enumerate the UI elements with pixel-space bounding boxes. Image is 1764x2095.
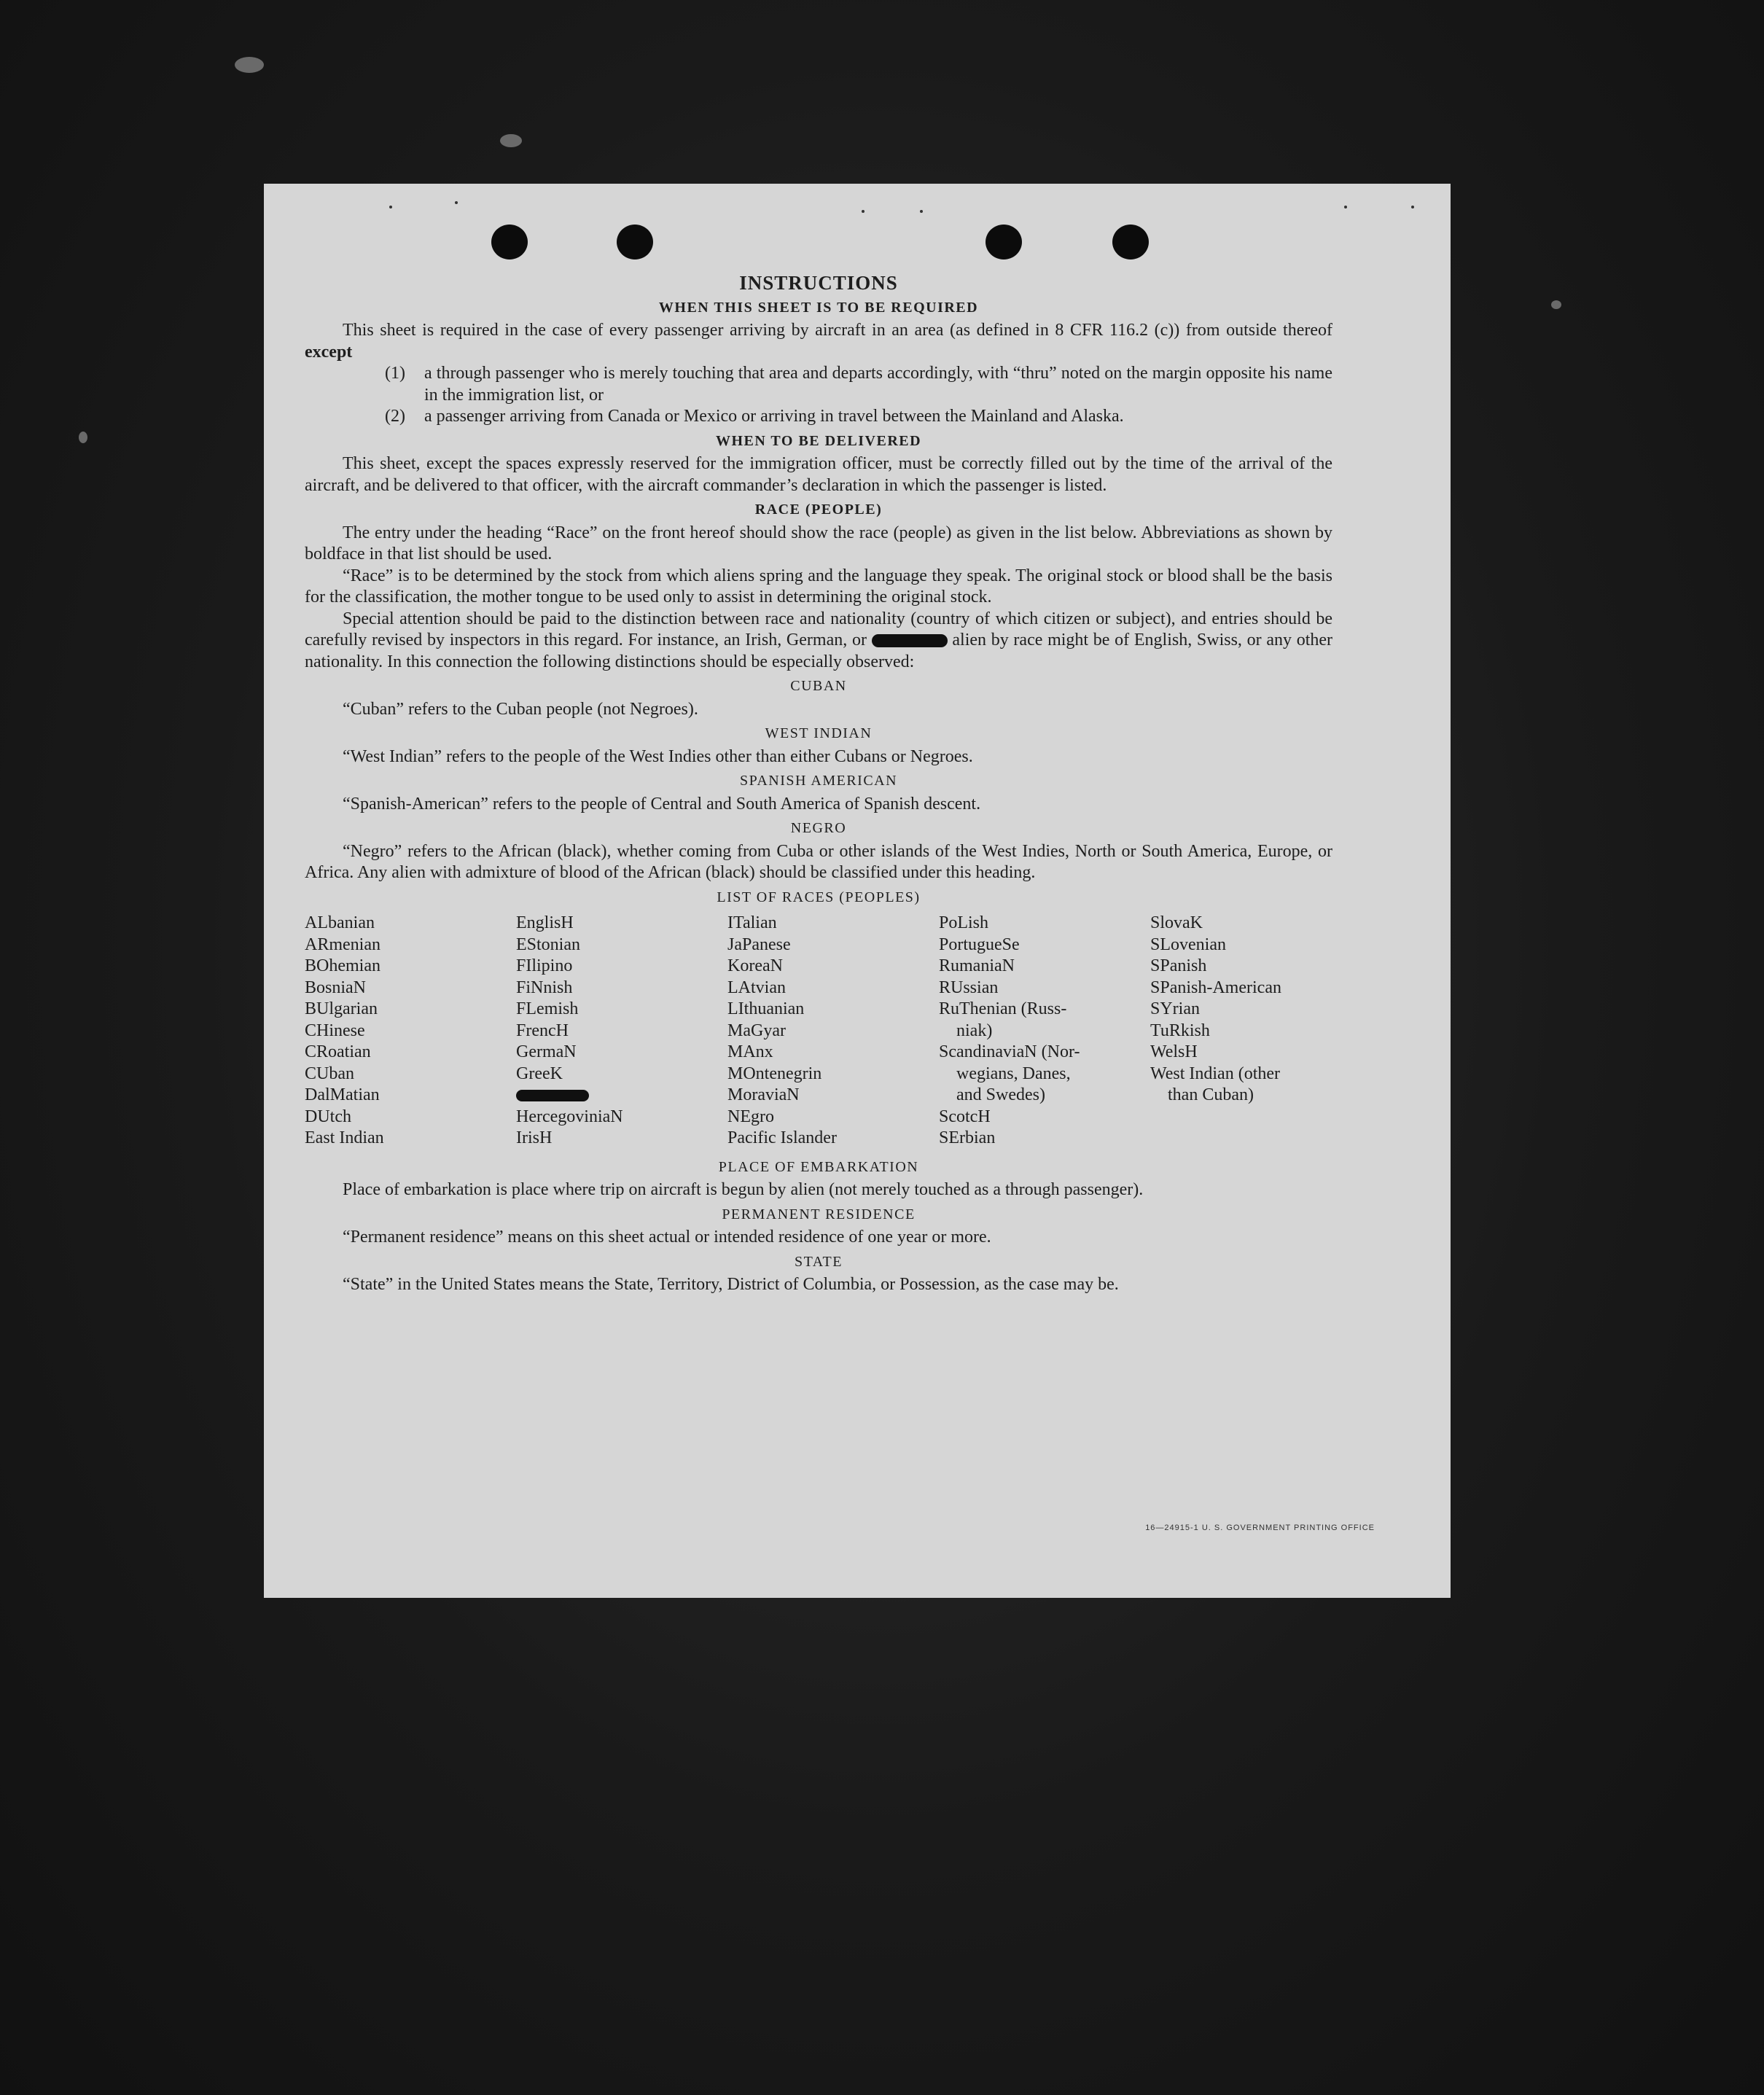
- race-item: SErbian: [939, 1128, 996, 1147]
- when-delivered-text: This sheet, except the spaces expressly reserved for the immigration officer, must be correctly filled out by the time of the arrival of the aircraft, and be delivered to that officer, with the aircraft commander’s declaration in which the passenger is listed.: [305, 454, 1332, 495]
- race-item: SPanish: [1150, 956, 1207, 975]
- race-item: ITalian: [727, 913, 777, 932]
- heading-list-of-races: LIST OF RACES (PEOPLES): [717, 889, 921, 905]
- races-column-2: [516, 913, 727, 1150]
- sheet-content: [305, 273, 1332, 1296]
- race-item: GermaN: [516, 1042, 577, 1061]
- heading-cuban: CUBAN: [790, 678, 847, 694]
- race-item: LAtvian: [727, 978, 786, 997]
- race-item: SYrian: [1150, 999, 1200, 1018]
- race-paragraph-3: Special attention should be paid to the distinction between race and nationality (country of which citizen or subject), and entries should be carefully revised by inspectors in this regard. For instance, an Irish, German, or alien by race might be of English, Swiss, or any other nationality. In this connection the following distinctions should be especially observed:: [305, 609, 1333, 671]
- embarkation-text: Place of embarkation is place where trip on aircraft is begun by alien (not merely touched as a through passenger).: [343, 1180, 1144, 1199]
- redaction-mark: [872, 634, 948, 647]
- heading-west-indian: WEST INDIAN: [765, 725, 873, 741]
- heading-permanent-residence: PERMANENT RESIDENCE: [722, 1206, 916, 1222]
- print-dot: [1411, 206, 1414, 208]
- print-dot: [389, 206, 392, 208]
- races-list: [305, 913, 1332, 1150]
- race-item: EnglisH: [516, 913, 574, 932]
- punch-hole: [617, 225, 653, 260]
- race-item: IrisH: [516, 1128, 553, 1147]
- race-item: East Indian: [305, 1128, 384, 1147]
- instruction-sheet: [264, 184, 1451, 1598]
- race-item: BosniaN: [305, 978, 366, 997]
- exception-item-1: (1) a through passenger who is merely touching that area and departs accordingly, with “thru” noted on the margin opposite his name in the immigration list, or: [385, 364, 1332, 405]
- exception-item-2: (2) a passenger arriving from Canada or Mexico or arriving in travel between the Mainland and Alaska.: [385, 407, 1124, 426]
- race-item-continued: and Swedes): [956, 1085, 1045, 1104]
- race-item: ScotcH: [939, 1107, 991, 1126]
- race-item-redacted: [516, 1085, 727, 1107]
- heading-race: RACE (PEOPLE): [754, 502, 883, 518]
- punch-hole: [1112, 225, 1149, 260]
- race-item: ALbanian: [305, 913, 375, 932]
- races-column-3: [727, 913, 939, 1150]
- dust-speck: [79, 432, 87, 443]
- race-item: PortugueSe: [939, 935, 1020, 954]
- race-item: FIlipino: [516, 956, 573, 975]
- race-item: MoraviaN: [727, 1085, 800, 1104]
- print-dot: [1344, 206, 1347, 208]
- spanish-american-text: “Spanish-American” refers to the people of Central and South America of Spanish descent.: [343, 794, 981, 814]
- race-item: RUssian: [939, 978, 999, 997]
- race-item: RuThenian (Russ-: [939, 999, 1067, 1018]
- cuban-text: “Cuban” refers to the Cuban people (not Negroes).: [343, 699, 698, 719]
- print-dot: [920, 210, 923, 213]
- race-item: RumaniaN: [939, 956, 1015, 975]
- race-item: CUban: [305, 1064, 354, 1083]
- race-item: FiNnish: [516, 978, 573, 997]
- race-item: DalMatian: [305, 1085, 380, 1104]
- race-item: JaPanese: [727, 935, 791, 954]
- race-item: MaGyar: [727, 1021, 786, 1040]
- heading-negro: NEGRO: [790, 820, 847, 836]
- race-item-continued: niak): [956, 1021, 993, 1040]
- race-item: CRoatian: [305, 1042, 371, 1061]
- race-item: BOhemian: [305, 956, 380, 975]
- negro-text: “Negro” refers to the African (black), whether coming from Cuba or other islands of the West Indies, North or South America, Europe, or Africa. Any alien with admixture of blood of the African (black) should be classified under this heading.: [305, 841, 1332, 882]
- residence-text: “Permanent residence” means on this sheet actual or intended residence of one year or more.: [343, 1228, 991, 1247]
- race-item: SlovaK: [1150, 913, 1203, 932]
- race-item: EStonian: [516, 935, 580, 954]
- race-item: GreeK: [516, 1064, 563, 1083]
- punch-hole: [986, 225, 1022, 260]
- heading-when-required: WHEN THIS SHEET IS TO BE REQUIRED: [658, 299, 979, 316]
- race-paragraph-2: “Race” is to be determined by the stock from which aliens spring and the language they speak. The original stock or blood shall be the basis for the classification, the mother tongue to be used only to assist in determining the original stock.: [305, 566, 1332, 606]
- state-text: “State” in the United States means the State, Territory, District of Columbia, or Possession, as the case may be.: [343, 1275, 1119, 1294]
- race-item-continued: wegians, Danes,: [956, 1064, 1071, 1083]
- heading-spanish-american: SPANISH AMERICAN: [739, 773, 898, 789]
- race-item: HercegoviniaN: [516, 1107, 623, 1126]
- punch-hole: [491, 225, 528, 260]
- race-item: DUtch: [305, 1107, 351, 1126]
- race-item-continued: than Cuban): [1168, 1085, 1254, 1104]
- race-item: LIthuanian: [727, 999, 805, 1018]
- race-item: FrencH: [516, 1021, 569, 1040]
- print-dot: [862, 210, 865, 213]
- race-item: SPanish-American: [1150, 978, 1281, 997]
- race-item: FLemish: [516, 999, 579, 1018]
- races-column-4: [939, 913, 1150, 1150]
- redaction-mark: [516, 1090, 589, 1101]
- heading-embarkation: PLACE OF EMBARKATION: [718, 1158, 919, 1175]
- dust-speck: [1551, 300, 1561, 309]
- heading-when-delivered: WHEN TO BE DELIVERED: [715, 432, 922, 449]
- race-item: TuRkish: [1150, 1021, 1210, 1040]
- race-item: CHinese: [305, 1021, 365, 1040]
- race-item: ScandinaviaN (Nor-: [939, 1042, 1080, 1061]
- race-paragraph-1: The entry under the heading “Race” on the front hereof should show the race (people) as given in the list below. Abbreviations as shown by boldface in that list should be used.: [305, 523, 1332, 563]
- race-item: Pacific Islander: [727, 1128, 837, 1147]
- when-required-intro: This sheet is required in the case of every passenger arriving by aircraft in an area (as defined in 8 CFR 116.2 (c)) from outside thereof except: [305, 321, 1332, 362]
- race-item: MAnx: [727, 1042, 773, 1061]
- print-dot: [455, 201, 458, 204]
- race-item: SLovenian: [1150, 935, 1226, 954]
- race-item: PoLish: [939, 913, 989, 932]
- dust-speck: [235, 57, 264, 73]
- race-item: MOntenegrin: [727, 1064, 822, 1083]
- race-item: NEgro: [727, 1107, 774, 1126]
- dust-speck: [500, 134, 522, 147]
- race-item: West Indian (other: [1150, 1064, 1281, 1083]
- race-item: BUlgarian: [305, 999, 378, 1018]
- west-indian-text: “West Indian” refers to the people of the West Indies other than either Cubans or Negroes.: [343, 746, 973, 766]
- heading-state: STATE: [795, 1253, 843, 1270]
- races-column-1: [305, 913, 516, 1150]
- race-item: WelsH: [1150, 1042, 1198, 1061]
- printing-office-code: 16—24915-1 U. S. GOVERNMENT PRINTING OFFICE: [1145, 1524, 1375, 1532]
- race-item: ARmenian: [305, 935, 380, 954]
- races-column-5: [1150, 913, 1362, 1150]
- page-title: INSTRUCTIONS: [739, 272, 898, 294]
- race-item: KoreaN: [727, 956, 783, 975]
